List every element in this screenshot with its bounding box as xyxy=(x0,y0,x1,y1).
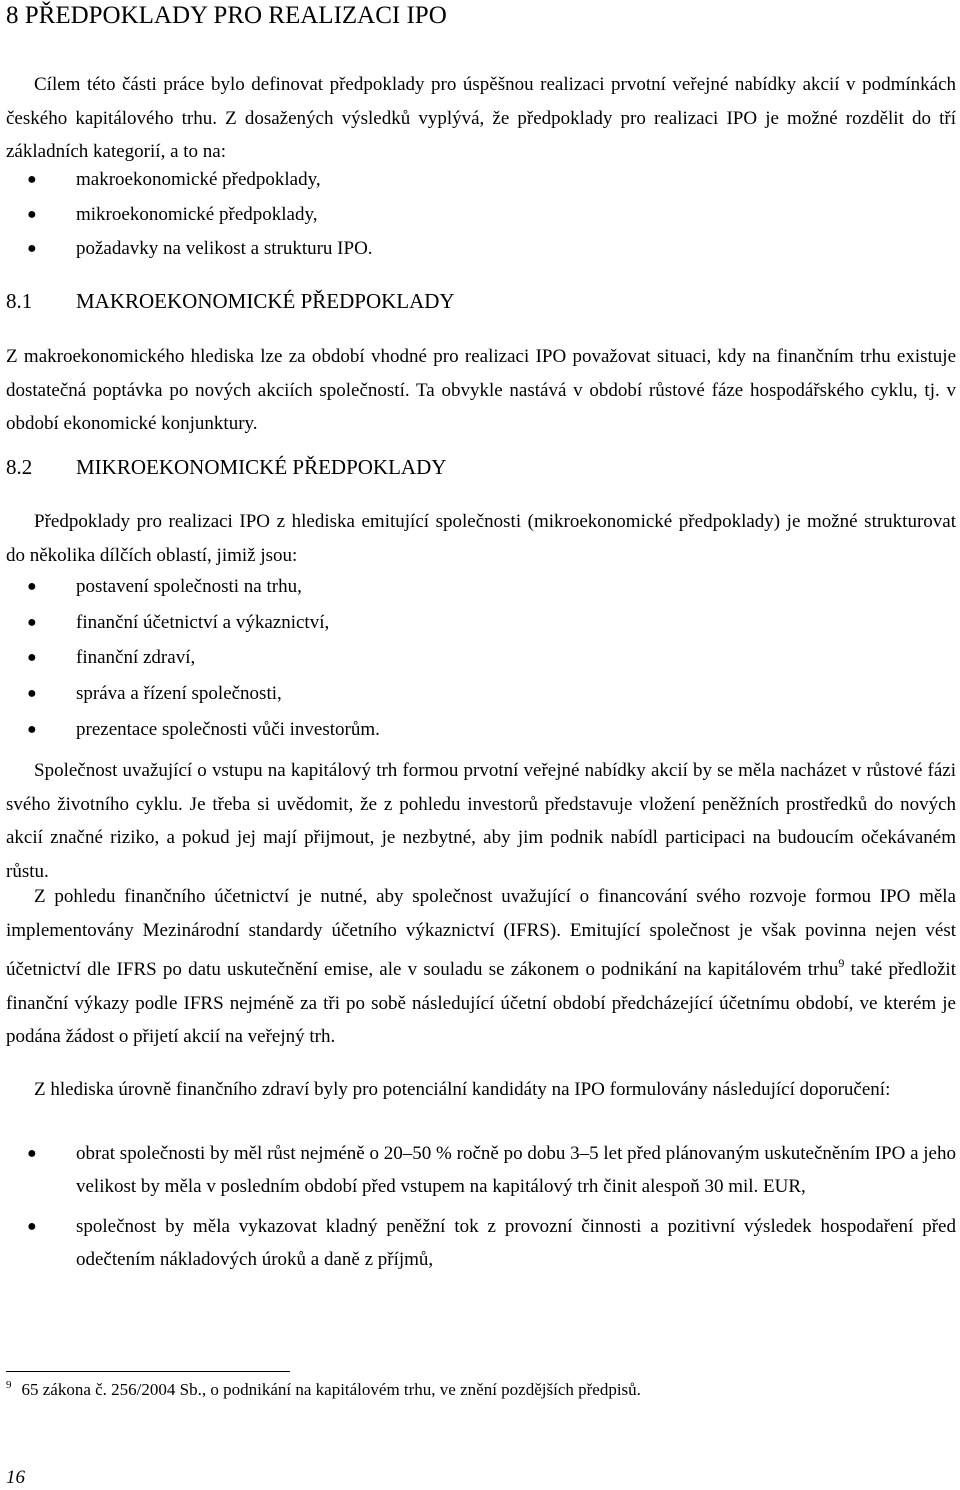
list-item-text: postavení společnosti na trhu, xyxy=(76,576,302,597)
intro-paragraph: Cílem této části práce bylo definovat předpoklady pro úspěšnou realizaci prvotní veřejné nabídky akcií v podmínkách českého kapitálového trhu. Z dosažených výsledků vyplývá, že předpoklady pro realizaci IPO je možné rozdělit do tří základních kategorií, a to na: xyxy=(6,74,956,162)
paragraph-text: Z pohledu finančního účetnictví je nutné, aby společnost uvažující o financování svého rozvoje formou IPO měla implementovány Mezinárodní standardy účetního výkaznictví (IFRS). Emitující společnost je však povinna nejen vést účetnictví dle IFRS po datu uskutečnění emise, ale v souladu se zákonem o podnikání na kapitálovém trhu xyxy=(6,886,956,980)
footnote-marker: 9 xyxy=(6,1379,12,1391)
section-title: MIKROEKONOMICKÉ PŘEDPOKLADY xyxy=(76,455,447,479)
section-number: 8.2 xyxy=(6,455,33,479)
list-item-text: finanční zdraví, xyxy=(76,647,196,669)
chapter-title: 8 PŘEDPOKLADY PRO REALIZACI IPO xyxy=(6,2,447,29)
list-item xyxy=(6,163,956,198)
list-item-text: společnost by měla vykazovat kladný peněžní tok z provozní činnosti a pozitivní výsledek hospodaření před odečtením nákladových úroků a daně z příjmů, xyxy=(76,1216,956,1270)
bullet-icon: ● xyxy=(27,720,37,738)
list-item-text: finanční účetnictví a výkaznictví, xyxy=(76,611,330,633)
section-number: 8.1 xyxy=(6,289,33,313)
list-item-text: obrat společnosti by měl růst nejméně o 20–50 % ročně po dobu 3–5 let před plánovaným uskutečněním IPO a jeho velikost by měla v posledním období před vstupem na kapitálový trh činit alespoň 30 mil. EUR, xyxy=(76,1143,956,1197)
list-item xyxy=(6,1138,956,1203)
bullet-icon: ● xyxy=(27,685,37,703)
list-item xyxy=(6,1211,956,1276)
list-item xyxy=(6,232,956,267)
section-paragraph: Předpoklady pro realizaci IPO z hlediska emitující společnosti (mikroekonomické předpoklady) je možné strukturovat do několika dílčích oblastí, jimiž jsou: xyxy=(6,511,956,566)
bullet-icon: ● xyxy=(27,1145,37,1162)
intro-list xyxy=(6,163,956,267)
footnote-reference: 9 xyxy=(838,956,845,970)
list-item-text: správa a řízení společnosti, xyxy=(76,683,282,705)
footnote-divider xyxy=(6,1371,290,1372)
section-heading xyxy=(6,289,455,314)
section-paragraph: Z makroekonomického hlediska lze za období vhodné pro realizaci IPO považovat situaci, kdy na finančním trhu existuje dostatečná poptávka po nových akciích společností. Ta obvykle nastává v období růstové fáze hospodářského cyklu, tj. v období ekonomické konjunktury. xyxy=(6,346,956,434)
list-item-text: mikroekonomické předpoklady, xyxy=(76,203,318,225)
bullet-icon: ● xyxy=(27,578,37,595)
list-item-text: makroekonomické předpoklady, xyxy=(76,169,321,190)
bullet-icon: ● xyxy=(27,205,37,223)
list-item xyxy=(6,605,956,641)
list-item-text: požadavky na velikost a strukturu IPO. xyxy=(76,238,373,259)
paragraph-text: také předložit finanční výkazy podle IFRS nejméně za tři po sobě následující účetní období předcházející účetnímu období, ve kterém je podána žádost o přijetí akcií na veřejný trh. xyxy=(6,959,956,1047)
list-item xyxy=(6,640,956,676)
micro-list xyxy=(6,569,956,747)
bullet-icon: ● xyxy=(27,613,37,631)
list-item xyxy=(6,676,956,712)
list-item xyxy=(6,712,956,748)
list-item xyxy=(6,569,956,605)
bullet-icon: ● xyxy=(27,1218,37,1235)
section-heading xyxy=(6,455,446,480)
section-paragraph xyxy=(6,880,956,1054)
list-item xyxy=(6,198,956,233)
bullet-icon: ● xyxy=(27,649,37,667)
list-item-text: prezentace společnosti vůči investorům. xyxy=(76,718,380,740)
page-number: 16 xyxy=(6,1467,25,1488)
section-paragraph: Společnost uvažující o vstupu na kapitálový trh formou prvotní veřejné nabídky akcií by se měla nacházet v růstové fázi svého životního cyklu. Je třeba si uvědomit, že z pohledu investorů představuje vložení peněžních prostředků do nových akcií značné riziko, a pokud jej mají přijmout, je nezbytné, aby jim podnik nabídl participaci na budoucím očekávaném růstu. xyxy=(6,760,956,882)
footnote-text: 65 zákona č. 256/2004 Sb., o podnikání na kapitálovém trhu, ve znění pozdějších předpisů. xyxy=(21,1380,641,1399)
section-title: MAKROEKONOMICKÉ PŘEDPOKLADY xyxy=(76,289,455,313)
bullet-icon: ● xyxy=(27,240,37,257)
recommendation-list xyxy=(6,1138,956,1284)
section-paragraph: Z hlediska úrovně finančního zdraví byly pro potenciální kandidáty na IPO formulovány následující doporučení: xyxy=(34,1079,891,1100)
footnote xyxy=(6,1379,641,1400)
bullet-icon: ● xyxy=(27,171,37,188)
